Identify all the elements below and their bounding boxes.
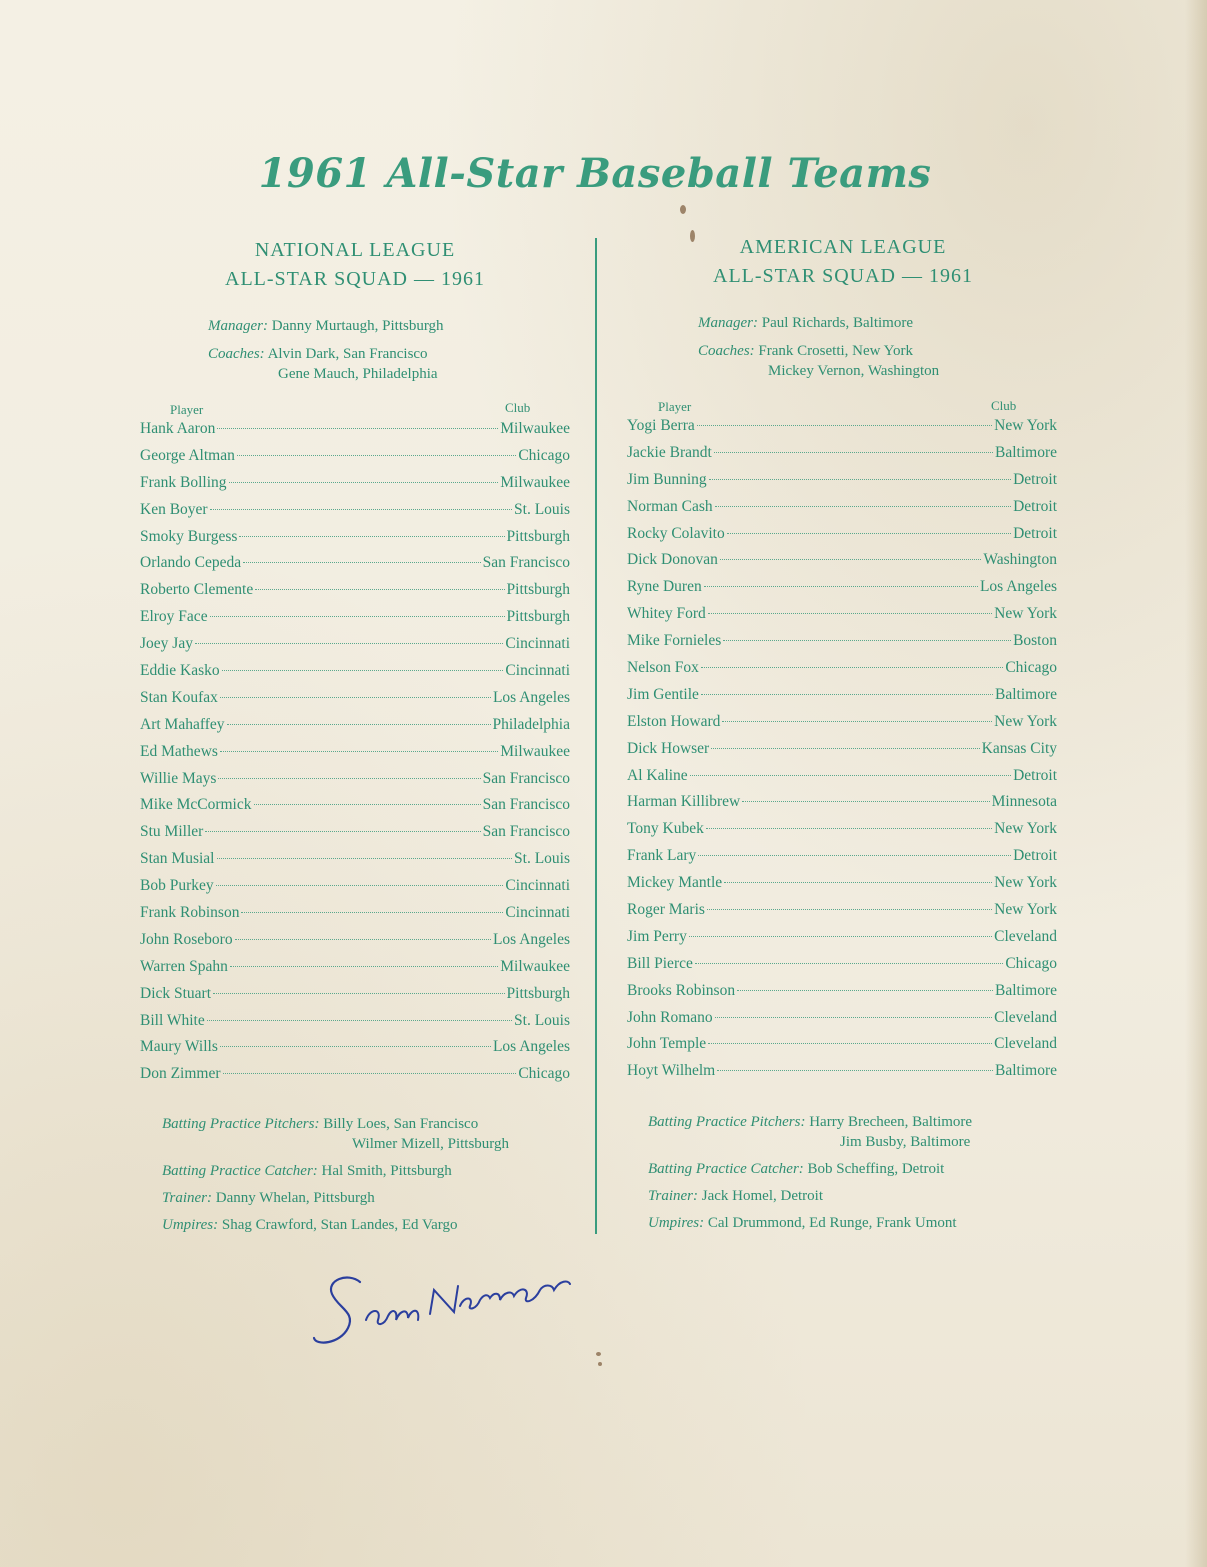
umpires-value: Cal Drummond, Ed Runge, Frank Umont [707,1215,957,1231]
leader-dots [222,670,504,671]
roster-row [627,713,1057,740]
roster-row [627,820,1057,847]
roster-row [140,850,570,877]
roster-row [627,605,1057,632]
coach-1: Alvin Dark, San Francisco [267,346,428,362]
roster-row [140,1012,570,1039]
roster-row [140,528,570,555]
leader-dots [235,939,491,940]
player-name: Elston Howard [627,712,721,730]
bp-pitcher-1: Harry Brecheen, Baltimore [809,1114,973,1130]
roster-row [627,686,1057,713]
coach-2: Mickey Vernon, Washington [768,363,940,379]
roster-row [627,444,1057,471]
player-club: Cincinnati [505,877,570,895]
player-name: Frank Robinson [140,904,240,922]
player-club: Kansas City [981,739,1057,757]
leader-dots [237,455,516,456]
player-club: Los Angeles [492,688,570,706]
leader-dots [722,721,992,722]
bp-pitcher-2: Wilmer Mizell, Pittsburgh [352,1136,510,1152]
player-name: Roger Maris [627,901,705,919]
american-trainer [648,1186,823,1206]
coaches-label: Coaches: [698,343,755,359]
player-name: Orlando Cepeda [140,554,242,572]
player-name: Warren Spahn [140,957,228,975]
roster-row [140,554,570,581]
leader-dots [715,1017,992,1018]
leader-dots [255,589,504,590]
roster-row [140,1038,570,1065]
leader-dots [690,775,1011,776]
player-club: Chicago [518,446,570,464]
player-column-header: Player [170,402,204,417]
autograph-signature [308,1250,573,1360]
paper-spot [598,1362,602,1366]
leader-dots [216,885,504,886]
manager-label: Manager: [698,315,758,331]
player-club: Cleveland [994,1035,1057,1053]
leader-dots [701,667,1003,668]
player-name: Bill White [140,1011,205,1029]
roster-row [627,578,1057,605]
player-club: Pittsburgh [506,608,570,626]
player-name: Dick Donovan [627,551,718,569]
paper-spot [596,1352,601,1356]
player-name: Whitey Ford [627,605,706,623]
leader-dots [220,697,491,698]
trainer-value: Jack Homel, Detroit [701,1188,823,1204]
roster-row [627,847,1057,874]
player-club: Detroit [1013,470,1057,488]
american-bp-catcher [648,1159,944,1179]
national-bp-catcher [162,1161,452,1181]
player-name: Ryne Duren [627,578,702,596]
leader-dots [695,963,1003,964]
player-name: Art Mahaffey [140,715,225,733]
umpires-value: Shag Crawford, Stan Landes, Ed Vargo [221,1217,458,1233]
player-club: Baltimore [995,981,1057,999]
roster-row [140,447,570,474]
player-club: Pittsburgh [506,984,570,1002]
roster-row [627,1009,1057,1036]
player-name: George Altman [140,446,235,464]
club-column-header: Club [991,398,1017,413]
leader-dots [210,509,512,510]
player-name: Hoyt Wilhelm [627,1062,716,1080]
player-column-header: Player [658,399,692,414]
player-name: Norman Cash [627,497,713,515]
player-club: New York [994,712,1057,730]
player-name: Tony Kubek [627,820,704,838]
bp-pitchers-label: Batting Practice Pitchers: [162,1116,320,1132]
leader-dots [213,993,505,994]
leader-dots [218,778,480,779]
player-name: Ed Mathews [140,742,218,760]
roster-row [140,1065,570,1092]
player-name: Dick Stuart [140,984,212,1002]
american-manager [698,313,913,333]
roster-row [140,770,570,797]
leader-dots [227,724,491,725]
national-coaches [208,344,438,384]
player-club: San Francisco [482,769,570,787]
leader-dots [207,1020,512,1021]
player-club: Detroit [1013,524,1057,542]
national-trainer [162,1188,375,1208]
paper-spot [690,230,695,242]
manager-label: Manager: [208,318,268,334]
player-name: Nelson Fox [627,659,699,677]
player-club: Cincinnati [505,662,570,680]
player-club: Cleveland [994,1008,1057,1026]
player-name: Smoky Burgess [140,527,238,545]
leader-dots [742,801,989,802]
leader-dots [709,479,1011,480]
player-club: Baltimore [995,685,1057,703]
roster-row [140,796,570,823]
umpires-label: Umpires: [162,1217,219,1233]
coach-1: Frank Crosetti, New York [758,343,913,359]
player-club: Pittsburgh [506,527,570,545]
player-name: Stu Miller [140,823,204,841]
roster-row [627,793,1057,820]
leader-dots [737,990,993,991]
player-club: New York [994,874,1057,892]
leader-dots [715,506,1011,507]
player-club: San Francisco [482,823,570,841]
roster-row [140,743,570,770]
leader-dots [714,452,993,453]
player-name: John Temple [627,1035,707,1053]
american-roster [627,417,1057,1089]
roster-row [140,958,570,985]
leader-dots [701,694,993,695]
club-column-header: Club [505,400,531,415]
bp-catcher-value: Bob Scheffing, Detroit [807,1161,945,1177]
roster-row [627,417,1057,444]
player-name: Brooks Robinson [627,981,736,999]
roster-row [140,689,570,716]
player-name: Dick Howser [627,739,710,757]
leader-dots [706,828,992,829]
bp-pitcher-2: Jim Busby, Baltimore [840,1134,971,1150]
roster-row [627,659,1057,686]
leader-dots [254,804,481,805]
leader-dots [229,482,499,483]
manager-value: Danny Murtaugh, Pittsburgh [271,318,444,334]
roster-row [140,931,570,958]
player-name: Joey Jay [140,635,193,653]
player-club: Los Angeles [492,930,570,948]
leader-dots [723,640,1011,641]
roster-row [627,1062,1057,1089]
leader-dots [223,1073,517,1074]
player-name: Roberto Clemente [140,581,254,599]
leader-dots [724,882,992,883]
player-club: New York [994,417,1057,434]
leader-dots [230,966,498,967]
leader-dots [220,1046,491,1047]
american-umpires [648,1213,957,1233]
roster-row [627,1035,1057,1062]
player-name: Al Kaline [627,766,688,784]
player-club: Los Angeles [492,1038,570,1056]
paper-edge [1185,0,1207,1567]
bp-pitchers-label: Batting Practice Pitchers: [648,1114,806,1130]
american-heading-line1: AMERICAN LEAGUE [739,236,947,258]
roster-row [627,740,1057,767]
leader-dots [708,1043,992,1044]
paper-spot [680,205,686,214]
player-club: San Francisco [482,554,570,572]
player-club: Chicago [1005,954,1057,972]
player-club: Cincinnati [505,635,570,653]
roster-row [140,877,570,904]
player-name: Maury Wills [140,1038,218,1056]
leader-dots [708,613,992,614]
player-club: Minnesota [991,793,1057,811]
national-heading-line2: ALL-STAR SQUAD — 1961 [225,268,485,290]
leader-dots [704,586,978,587]
player-name: Bob Purkey [140,877,214,895]
leader-dots [711,748,979,749]
player-name: Jim Gentile [627,685,699,703]
roster-row [627,551,1057,578]
player-club: Detroit [1013,766,1057,784]
umpires-label: Umpires: [648,1215,705,1231]
american-coaches [698,341,939,381]
roster-row [140,608,570,635]
leader-dots [727,533,1011,534]
leader-dots [217,428,498,429]
roster-row [627,955,1057,982]
player-name: John Roseboro [140,930,233,948]
player-club: St. Louis [514,1011,570,1029]
national-manager [208,316,444,336]
column-divider [595,238,597,1234]
trainer-label: Trainer: [648,1188,699,1204]
player-club: Baltimore [995,443,1057,461]
player-club: Chicago [1005,659,1057,677]
player-club: Cleveland [994,927,1057,945]
leader-dots [239,536,504,537]
leader-dots [707,909,992,910]
player-club: St. Louis [514,850,570,868]
player-club: Cincinnati [505,904,570,922]
manager-value: Paul Richards, Baltimore [761,315,913,331]
page-title: 1961 All-Star Baseball Teams [258,150,932,197]
player-name: Jim Perry [627,927,687,945]
bp-pitcher-1: Billy Loes, San Francisco [323,1116,479,1132]
player-club: Los Angeles [979,578,1057,596]
bp-catcher-label: Batting Practice Catcher: [648,1161,804,1177]
player-name: Mickey Mantle [627,874,723,892]
roster-row [140,635,570,662]
player-name: Yogi Berra [627,417,695,434]
player-club: Pittsburgh [506,581,570,599]
roster-row [140,904,570,931]
roster-row [140,985,570,1012]
player-club: New York [994,820,1057,838]
national-heading-line1: NATIONAL LEAGUE [254,239,456,261]
player-club: Baltimore [995,1062,1057,1080]
player-name: Jim Bunning [627,470,707,488]
roster-row [627,767,1057,794]
roster-row [627,525,1057,552]
roster-row [627,928,1057,955]
leader-dots [717,1070,993,1071]
roster-row [627,982,1057,1009]
player-name: John Romano [627,1008,713,1026]
player-club: Boston [1013,632,1057,650]
roster-row [140,474,570,501]
player-club: Milwaukee [500,420,570,437]
roster-row [140,716,570,743]
leader-dots [720,559,982,560]
leader-dots [689,936,992,937]
coach-2: Gene Mauch, Philadelphia [278,366,438,382]
leader-dots [220,751,498,752]
roster-row [627,498,1057,525]
american-heading-line2: ALL-STAR SQUAD — 1961 [713,265,973,287]
player-name: Elroy Face [140,608,208,626]
player-club: Milwaukee [500,742,570,760]
roster-row [627,471,1057,498]
roster-row [627,632,1057,659]
trainer-value: Danny Whelan, Pittsburgh [215,1190,375,1206]
player-club: San Francisco [482,796,570,814]
player-club: Detroit [1013,497,1057,515]
player-name: Ken Boyer [140,500,208,518]
player-club: Washington [983,551,1057,569]
player-name: Mike Fornieles [627,632,722,650]
roster-row [140,823,570,850]
american-bp-pitchers [648,1112,972,1152]
player-name: Hank Aaron [140,420,216,437]
player-club: Milwaukee [500,957,570,975]
player-name: Frank Bolling [140,473,227,491]
coaches-label: Coaches: [208,346,265,362]
bp-catcher-label: Batting Practice Catcher: [162,1163,318,1179]
player-club: Chicago [518,1065,570,1083]
leader-dots [697,425,992,426]
national-roster [140,420,570,1092]
player-name: Rocky Colavito [627,524,725,542]
player-name: Bill Pierce [627,954,693,972]
player-name: Stan Musial [140,850,215,868]
leader-dots [217,858,513,859]
national-bp-pitchers [162,1114,509,1154]
roster-row [140,501,570,528]
national-umpires [162,1215,458,1235]
roster-row [627,901,1057,928]
roster-row [627,874,1057,901]
national-heading [130,236,580,294]
roster-row [140,420,570,447]
player-name: Don Zimmer [140,1065,221,1083]
leader-dots [195,643,503,644]
leader-dots [243,562,480,563]
player-club: New York [994,605,1057,623]
player-name: Eddie Kasko [140,662,220,680]
roster-row [140,662,570,689]
player-club: Philadelphia [492,715,570,733]
bp-catcher-value: Hal Smith, Pittsburgh [321,1163,452,1179]
trainer-label: Trainer: [162,1190,213,1206]
roster-row [140,581,570,608]
leader-dots [210,616,505,617]
leader-dots [698,855,1011,856]
american-heading [618,233,1068,291]
player-name: Jackie Brandt [627,443,712,461]
player-name: Willie Mays [140,769,217,787]
leader-dots [205,831,480,832]
player-club: Detroit [1013,847,1057,865]
player-club: St. Louis [514,500,570,518]
player-name: Frank Lary [627,847,697,865]
player-name: Stan Koufax [140,688,218,706]
player-club: Milwaukee [500,473,570,491]
player-club: New York [994,901,1057,919]
player-name: Mike McCormick [140,796,252,814]
leader-dots [241,912,503,913]
player-name: Harman Killibrew [627,793,741,811]
